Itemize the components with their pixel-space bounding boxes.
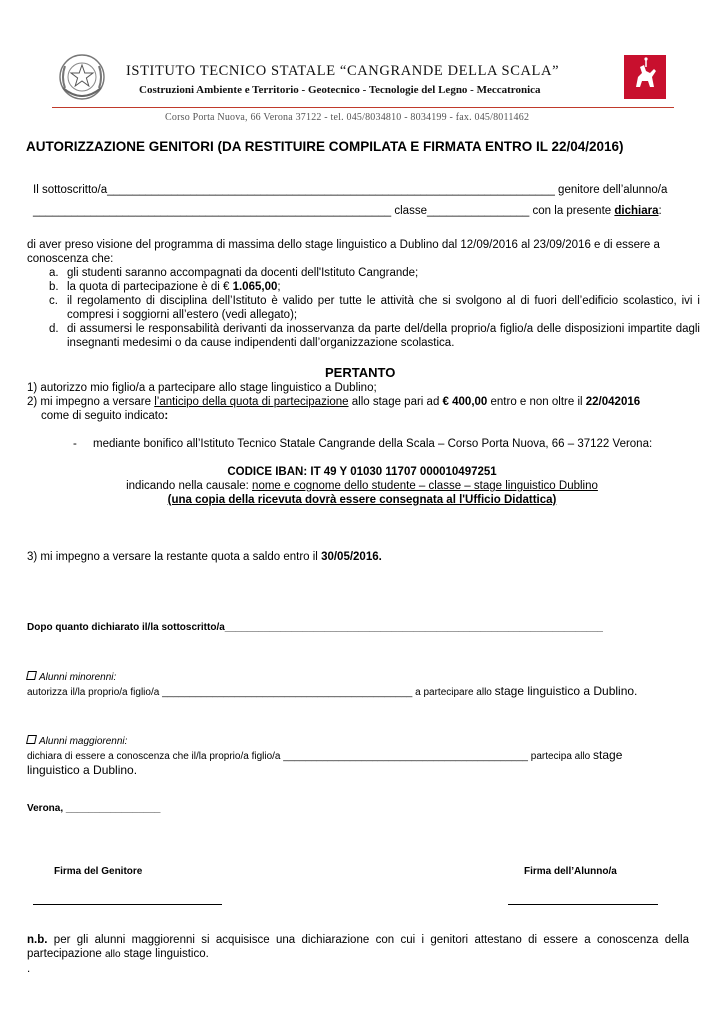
quota-amount: 1.065,00: [232, 281, 278, 293]
student-signature-line[interactable]: [508, 904, 658, 905]
list-marker: d.: [49, 323, 59, 335]
nb-text-end: stage linguistico.: [120, 948, 209, 960]
verona-date-line: [27, 802, 160, 815]
list-item-text: la quota di partecipazione è di €: [67, 281, 233, 293]
point-2: [27, 395, 640, 409]
list-item-punct: ;: [277, 281, 281, 293]
minorenni-end-big: stage linguistico a Dublino.: [494, 684, 638, 698]
list-item-text: il regolamento di disciplina dell’Istituto è valido per tutte le attività che si svolgono al di fuori dell’edificio scolastico, ivi i compresi i soggiorni all’estero (vedi allegato);: [67, 295, 700, 321]
cangrande-logo-icon: [624, 55, 666, 99]
iban-label: CODICE IBAN: [227, 466, 304, 478]
point-2-continuation: [41, 409, 168, 423]
point-2-text-c: entro e non oltre il: [487, 396, 586, 408]
list-item-text: gli studenti saranno accompagnati da docenti dell'Istituto Cangrande;: [67, 267, 419, 279]
minorenni-end-small: a partecipare allo: [415, 687, 492, 698]
declaration-label: Dopo quanto dichiarato il/la sottoscritto/a: [27, 622, 225, 633]
declarant-blank[interactable]: ____________________________________________________________________: [224, 622, 603, 633]
parent-name-blank[interactable]: ______________________________________________________________________: [107, 184, 555, 196]
dichiara-label: dichiara: [614, 205, 659, 217]
maggiorenni-line: [27, 749, 622, 763]
class-blank[interactable]: ________________: [426, 205, 530, 217]
maggiorenni-label: [27, 735, 127, 748]
colon: :: [164, 410, 169, 422]
maggiorenni-text: dichiara di essere a conoscenza che il/la proprio/a figlio/a: [27, 751, 281, 762]
list-marker: a.: [49, 267, 59, 279]
intro-paragraph: di aver preso visione del programma di massima dello stage linguistico a Dublino dal 12/09/2016 al 23/09/2016 e di essere a conoscenza che:: [27, 239, 660, 265]
minorenni-checkbox[interactable]: [26, 671, 37, 680]
causale-line: [0, 479, 724, 493]
bonifico-text: mediante bonifico all’Istituto Tecnico Statale Cangrande della Scala – Corso Porta Nuova, 66 – 37122 Verona:: [93, 438, 653, 450]
conditions-list: [27, 266, 700, 350]
bonifico-dash: -: [73, 438, 77, 450]
nb-allo: allo: [105, 949, 121, 960]
pertanto-heading: PERTANTO: [325, 365, 396, 380]
school-name: ISTITUTO TECNICO STATALE “CANGRANDE DELLA SCALA”: [126, 63, 560, 79]
minorenni-label: [27, 671, 116, 684]
saldo-deadline: 30/05/2016.: [321, 551, 382, 563]
anticipo-amount: € 400,00: [442, 396, 488, 408]
date-blank[interactable]: _________________: [65, 803, 161, 814]
student-class-line: [33, 204, 662, 218]
list-item: [27, 266, 700, 280]
list-item-text: di assumersi le responsabilità derivanti da inosservanza da parte del/della proprio/a figlio/a delle disposizioni impartite dagli insegnanti medesimi o da cause indipendenti dall’organizzazione scolastica.: [67, 323, 700, 349]
point-2-text-b: allo stage pari ad: [348, 396, 443, 408]
point-1: 1) autorizzo mio figlio/a a partecipare allo stage linguistico a Dublino;: [27, 382, 377, 394]
point-3-text: 3) mi impegno a versare la restante quota a saldo entro il: [27, 551, 322, 563]
maggiorenni-label-text: Alunni maggiorenni:: [39, 736, 128, 747]
student-label: genitore dell’alunno/a: [558, 184, 668, 196]
con-presente-label: con la presente: [532, 205, 612, 217]
minorenni-child-blank[interactable]: _____________________________________________: [162, 687, 413, 698]
parent-label: Il sottoscritto/a: [33, 184, 108, 196]
header-divider: [52, 107, 674, 108]
nb-text: per gli alunni maggiorenni si acquisisce una dichiarazione con cui i genitori attestano di essere a conoscenza della partecipazione: [27, 934, 689, 960]
maggiorenni-child-blank[interactable]: ____________________________________________: [283, 751, 528, 762]
point-3: [27, 550, 382, 564]
class-label: classe: [394, 205, 427, 217]
anticipo-text: l’anticipo della quota di partecipazione: [154, 396, 349, 408]
nb-note: [27, 933, 689, 962]
receipt-note: (una copia della ricevuta dovrà essere consegnata al l'Ufficio Didattica): [167, 494, 557, 506]
come-indicato-text: come di seguito indicato: [41, 410, 165, 422]
anticipo-deadline: 22/042016: [585, 396, 641, 408]
maggiorenni-line-2: linguistico a Dublino.: [27, 763, 138, 777]
parent-signature-line[interactable]: [33, 904, 222, 905]
parent-name-line: [33, 183, 667, 197]
school-address: Corso Porta Nuova, 66 Verona 37122 - tel. 045/8034810 - 8034199 - fax. 045/8011462: [165, 112, 530, 123]
italian-republic-emblem-icon: [57, 52, 107, 102]
list-item: [27, 280, 700, 294]
maggiorenni-checkbox[interactable]: [26, 735, 37, 744]
verona-label: Verona,: [27, 803, 64, 814]
document-title: AUTORIZZAZIONE GENITORI (DA RESTITUIRE COMPILATA E FIRMATA ENTRO IL 22/04/2016): [26, 139, 624, 154]
list-marker: c.: [49, 295, 58, 307]
final-dot: .: [27, 963, 31, 975]
nb-label: n.b.: [27, 934, 48, 946]
list-marker: b.: [49, 281, 59, 293]
iban-line: [0, 465, 724, 479]
causale-text: nome e cognome dello studente – classe – stage linguistico Dublino: [252, 480, 598, 492]
colon: :: [658, 205, 662, 217]
declaration-line: [27, 621, 603, 634]
minorenni-text: autorizza il/la proprio/a figlio/a: [27, 687, 160, 698]
list-item: [27, 294, 700, 322]
list-item: [27, 322, 700, 350]
minorenni-line: [27, 685, 637, 699]
student-name-blank[interactable]: ________________________________________________________: [33, 205, 392, 217]
point-2-text-a: 2) mi impegno a versare: [27, 396, 155, 408]
maggiorenni-end-big: stage: [593, 748, 623, 762]
iban-value: : IT 49 Y 01030 11707 000010497251: [303, 466, 497, 478]
parent-signature-label: Firma del Genitore: [54, 866, 143, 877]
student-signature-label: Firma dell’Alunno/a: [524, 866, 617, 877]
maggiorenni-end-small: partecipa allo: [530, 751, 591, 762]
school-subtitle: Costruzioni Ambiente e Territorio - Geotecnico - Tecnologie del Legno - Meccatronica: [139, 84, 541, 96]
minorenni-label-text: Alunni minorenni:: [39, 672, 117, 683]
causale-label: indicando nella causale:: [126, 480, 253, 492]
